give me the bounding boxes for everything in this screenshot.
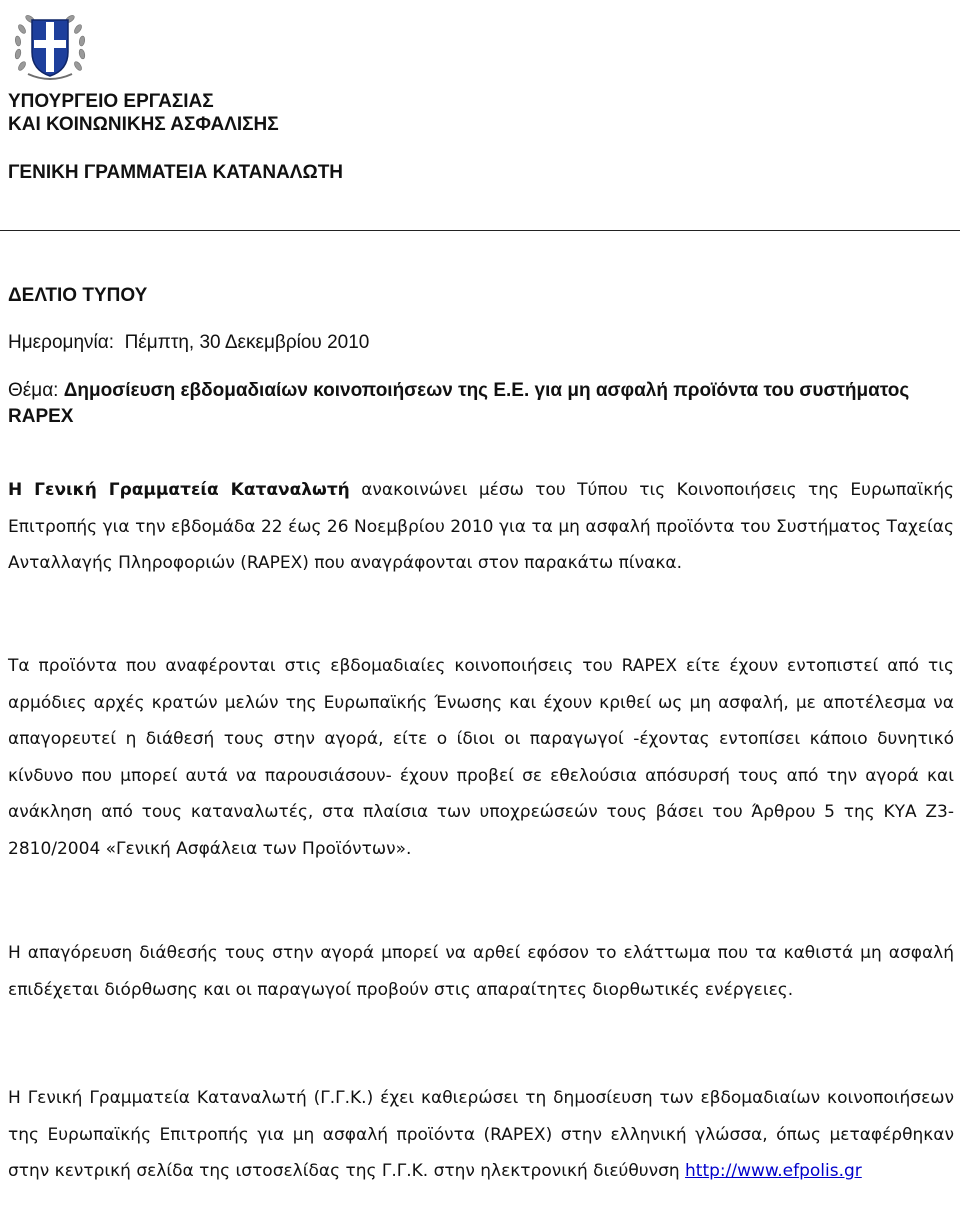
press-release-title: ΔΕΛΤΙΟ ΤΥΠΟΥ: [8, 285, 148, 306]
ministry-name-line-1: ΥΠΟΥΡΓΕΙΟ ΕΡΓΑΣΙΑΣ: [8, 91, 214, 112]
subject-label: Θέμα:: [8, 380, 59, 401]
date-label: Ημερομηνία:: [8, 332, 115, 353]
paragraph-publication: [8, 1080, 954, 1190]
ministry-name-line-2: ΚΑΙ ΚΟΙΝΩΝΙΚΗΣ ΑΣΦΑΛΙΣΗΣ: [8, 114, 279, 135]
subject-line: [8, 378, 960, 430]
paragraph-rapex-products: Τα προϊόντα που αναφέρονται στις εβδομαδιαίες κοινοποιήσεις του RAPEX είτε έχουν εντοπιστεί από τις αρμόδιες αρχές κρατών μελών της Ευρωπαϊκής Ένωσης και έχουν κριθεί ως μη ασφαλή, με αποτέλεσμα να απαγορευτεί η διάθεσή τους στην αγορά, είτε ο ίδιοι οι παραγωγοί -έχοντας εντοπίσει κάποιο δυνητικό κίνδυνο που μπορεί αυτά να παρουσιάσουν- έχουν προβεί σε εθελούσια απόσυρσή τους από την αγορά και ανάκληση από τους καταναλωτές, στα πλαίσια των υποχρεώσεών τους βάσει του Άρθρου 5 της ΚΥΑ Ζ3-2810/2004 «Γενική Ασφάλεια των Προϊόντων».: [8, 656, 954, 859]
efpolis-link[interactable]: http://www.efpolis.gr: [685, 1161, 862, 1181]
paragraph-announcement: [8, 472, 954, 582]
subject-text: Δημοσίευση εβδομαδιαίων κοινοποιήσεων της Ε.Ε. για μη ασφαλή προϊόντα του συστήματος RAPEX: [8, 380, 910, 427]
paragraph-publication-text: Η Γενική Γραμματεία Καταναλωτή (Γ.Γ.Κ.) έχει καθιερώσει τη δημοσίευση των εβδομαδιαίων κοινοποιήσεων της Ευρωπαϊκής Επιτροπής για μη ασφαλή προϊόντα (RAPEX) στην ελληνική γλώσσα, όπως μεταφέρθηκαν στην κεντρική σελίδα της ιστοσελίδας της Γ.Γ.Κ. στην ηλεκτρονική διεύθυνση: [8, 1088, 954, 1181]
greek-coat-of-arms-icon: [8, 4, 92, 88]
secretariat-name: ΓΕΝΙΚΗ ΓΡΑΜΜΑΤΕΙΑ ΚΑΤΑΝΑΛΩΤΗ: [8, 162, 344, 183]
paragraph-ban-lifting: Η απαγόρευση διάθεσής τους στην αγορά μπορεί να αρθεί εφόσον το ελάττωμα που τα καθιστά μη ασφαλή επιδέχεται διόρθωσης και οι παραγωγοί προβούν στις απαραίτητες διορθωτικές ενέργειες.: [8, 943, 954, 1000]
header-divider: [0, 230, 960, 231]
date-line: [8, 330, 369, 356]
paragraph-announcement-bold: Η Γενική Γραμματεία Καταναλωτή: [8, 480, 350, 500]
date-value: Πέμπτη, 30 Δεκεμβρίου 2010: [124, 332, 370, 353]
paragraph-announcement-text: ανακοινώνει μέσω του Τύπου τις Κοινοποιήσεις της Ευρωπαϊκής Επιτροπής για την εβδομάδα 22 έως 26 Νοεμβρίου 2010 για τα μη ασφαλή προϊόντα του Συστήματος Ταχείας Ανταλλαγής Πληροφοριών (RAPEX) που αναγράφονται στον παρακάτω πίνακα.: [8, 480, 954, 573]
